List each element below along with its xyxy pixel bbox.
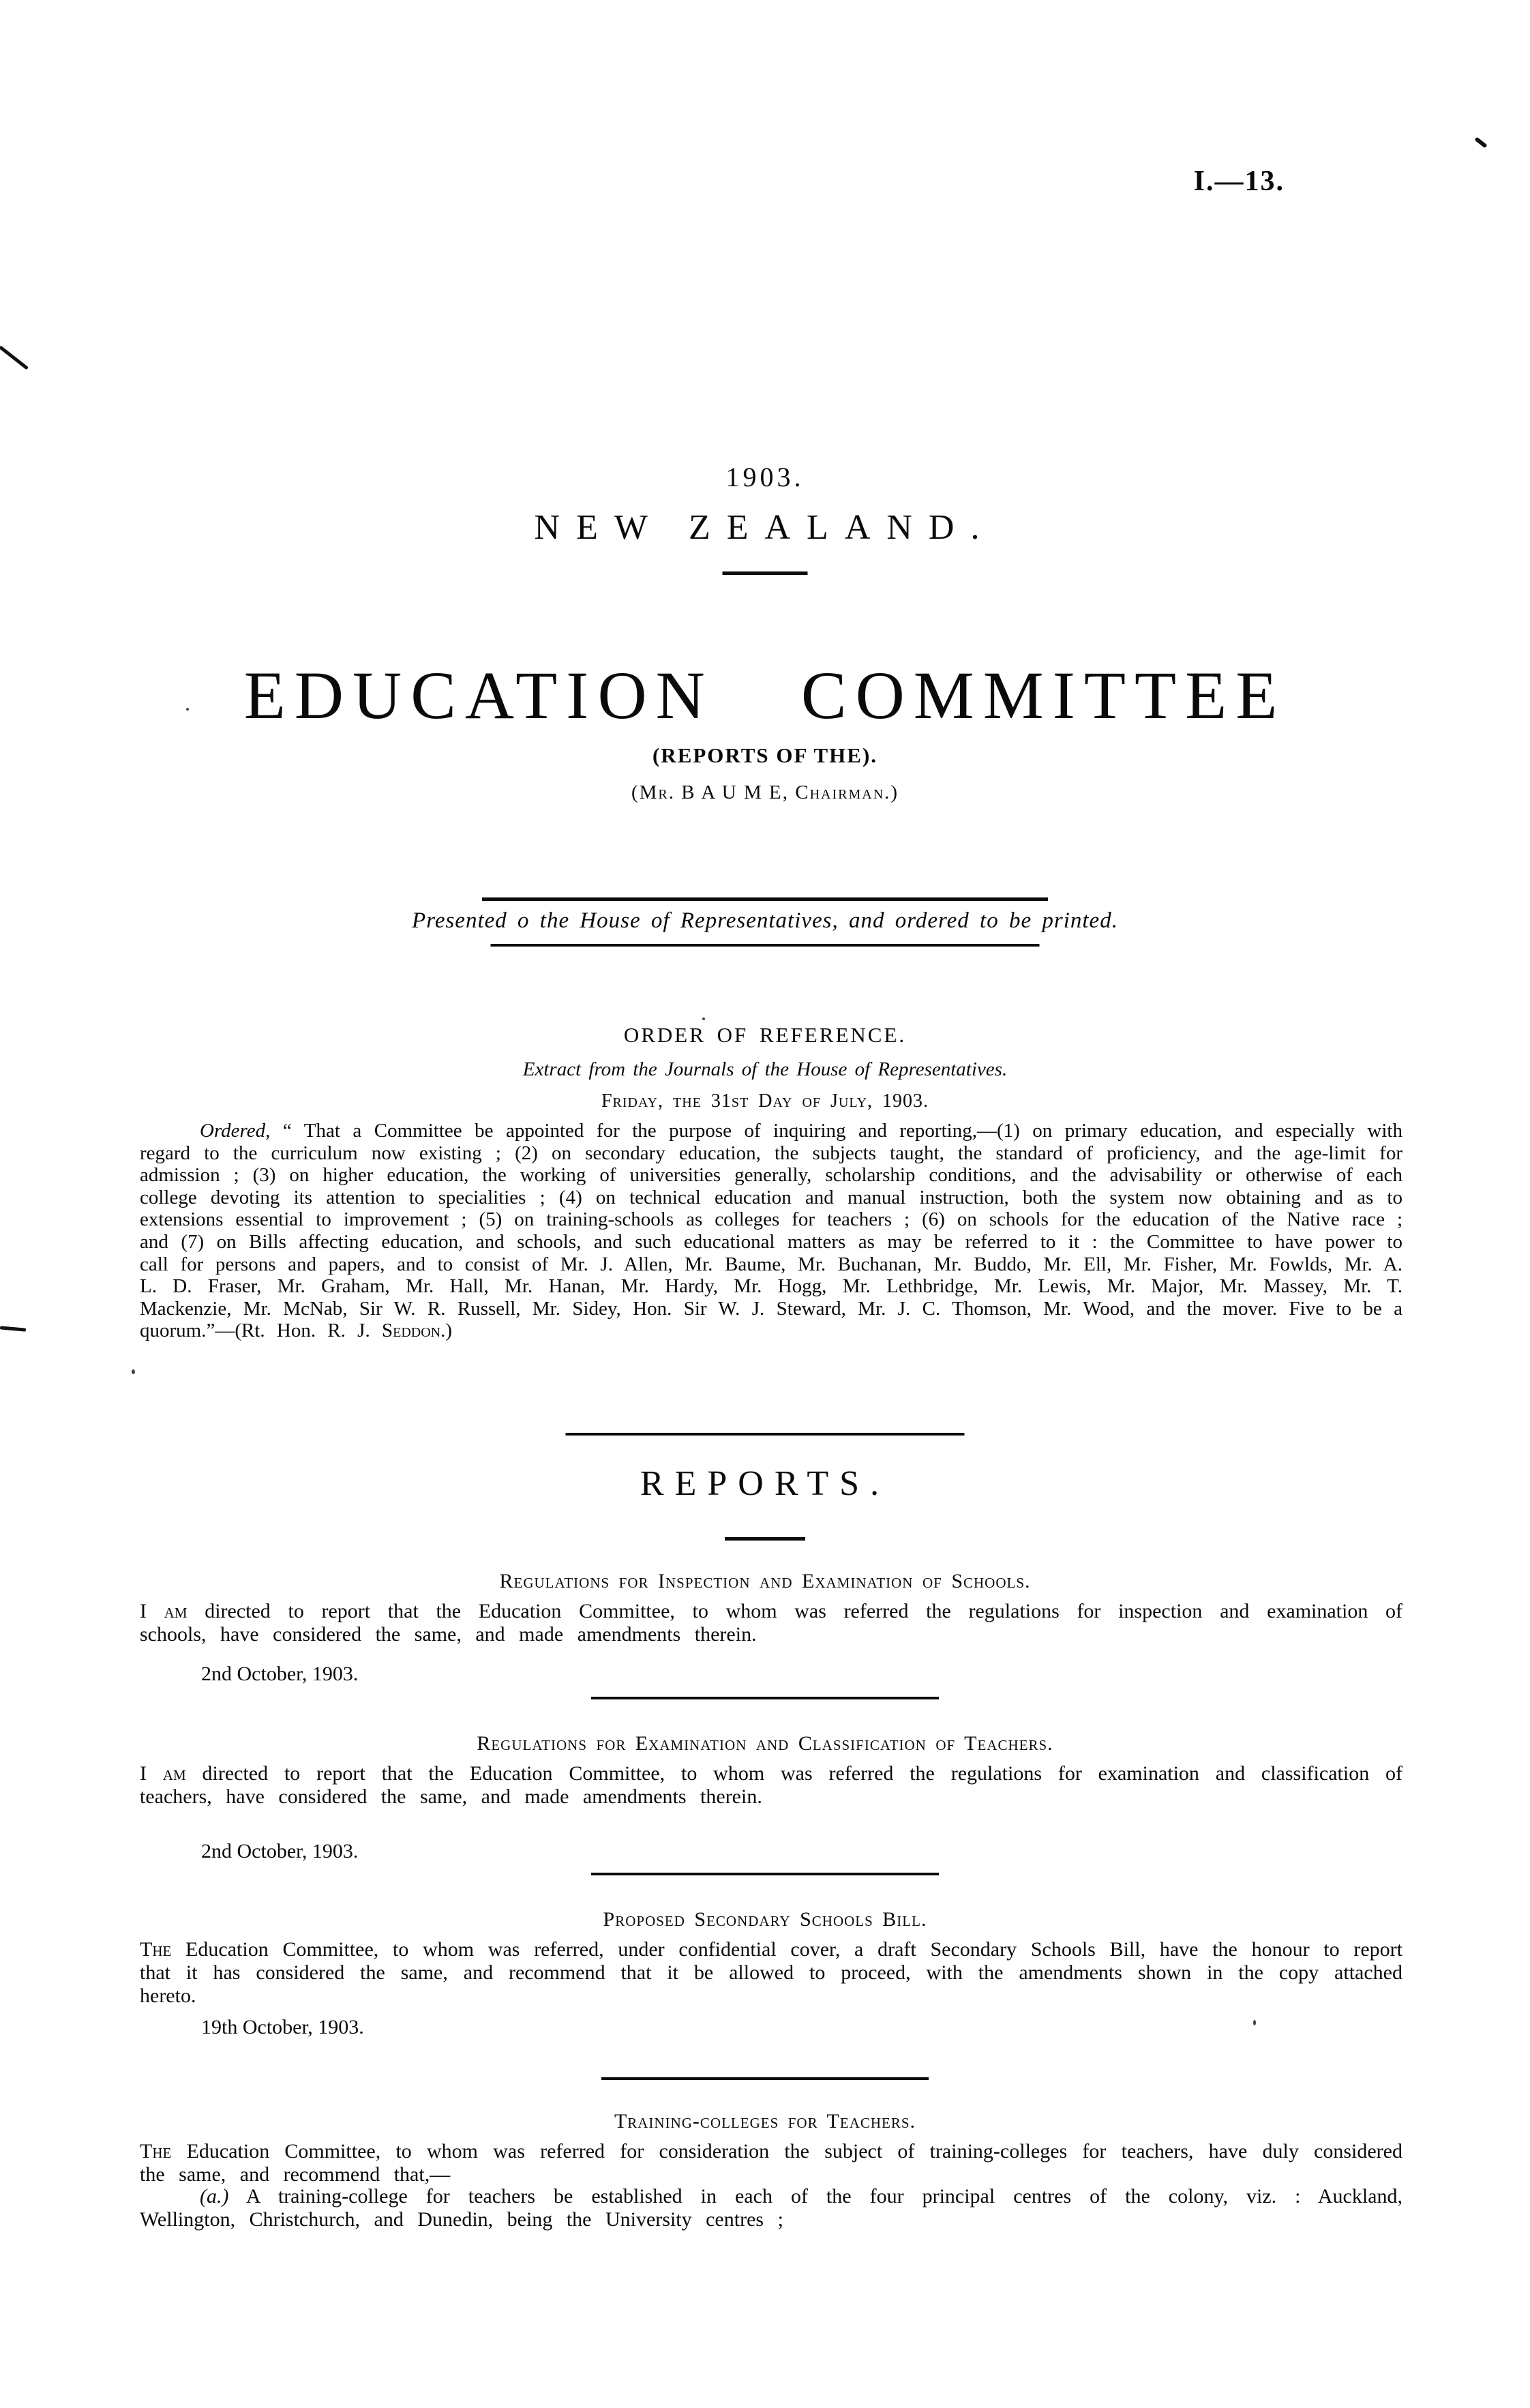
ordered-close: .) xyxy=(440,1320,453,1342)
section-heading-training-colleges: Training-colleges for Teachers. xyxy=(614,2110,916,2132)
section-date: 19th October, 1903. xyxy=(201,2016,364,2038)
chairman-line: (Mr. B A U M E, Chairman.) xyxy=(631,782,899,803)
item-a-text: A training-college for teachers be established in each of the four principal centres of the colony, viz. : Auckland, Wellington, Christchurch, and Dunedin, being the University centres ; xyxy=(140,2185,1402,2231)
extract-line: Extract from the Journals of the House of Representatives. xyxy=(522,1058,1008,1080)
divider-rule xyxy=(723,571,808,575)
item-a-label: (a.) xyxy=(200,2185,229,2208)
reports-heading: REPORTS. xyxy=(640,1464,890,1503)
section-body xyxy=(140,2140,1402,2186)
section-body xyxy=(140,1600,1402,1646)
section-text: directed to report that the Education Committee, to whom was referred the regulations for examination and classification of teachers, have considered the same, and made amendments therein. xyxy=(140,1762,1403,1808)
scan-artifact-corner-tick xyxy=(1474,136,1487,148)
divider-rule xyxy=(591,1873,939,1875)
divider-rule xyxy=(591,1697,939,1699)
divider-rule xyxy=(725,1537,805,1541)
divider-rule xyxy=(566,1433,965,1436)
subtitle-reports-of-the: (REPORTS OF THE). xyxy=(652,743,878,767)
section-text: directed to report that the Education Committee, to whom was referred the regulations for inspection and examination of schools, have considered the same, and made amendments therein. xyxy=(140,1600,1403,1646)
scan-speck xyxy=(702,1017,705,1020)
ordered-text: “ That a Committee be appointed for the purpose of inquiring and reporting,—(1) on primary education, and especially with regard to the curriculum now existing ; (2) on secondary education, the subjects taught, the standard of proficiency, and the age-limit for admission ; (3) on higher education, the working of universities generally, scholarship conditions, and the advisability or otherwise of each college devoting its attention to specialities ; (4) on technical education and manual instruction, both the system now obtaining and as to extensions essential to improvement ; (5) on training-schools as colleges for teachers ; (6) on schools for the education of the Native race ; and (7) on Bills affecting education, and schools, and such educational matters as may be referred to it : the Committee to have power to call for persons and papers, and to consist of Mr. J. Allen, Mr. Baume, Mr. Buchanan, Mr. Buddo, Mr. Ell, Mr. Fisher, Mr. Fowlds, Mr. A. L. D. Fraser, Mr. Graham, Mr. Hall, Mr. Hanan, Mr. Hardy, Mr. Hogg, Mr. Lethbridge, Mr. Lewis, Mr. Major, Mr. Massey, Mr. T. Mackenzie, Mr. McNab, Sir W. R. Russell, Mr. Sidey, Hon. Sir W. J. Steward, Mr. J. C. Thomson, Mr. Wood, and the mover. Five to be a quorum.”—(Rt. Hon. R. J. xyxy=(140,1120,1402,1342)
document-code: I.—13. xyxy=(1193,166,1285,197)
page-title: EDUCATION COMMITTEE xyxy=(243,657,1287,733)
presented-line: Presented o the House of Representatives, and ordered to be printed. xyxy=(412,908,1118,933)
section-body xyxy=(140,1762,1402,1809)
year-heading: 1903. xyxy=(725,462,805,492)
section-heading-inspection-examination: Regulations for Inspection and Examination of Schools. xyxy=(499,1570,1031,1592)
order-date-line: Friday, the 31st Day of July, 1903. xyxy=(601,1090,929,1112)
section-date: 2nd October, 1903. xyxy=(201,1663,359,1685)
section-lead: I am xyxy=(140,1762,186,1785)
section-body xyxy=(140,1938,1402,2008)
section-text: Education Committee, to whom was referred for consideration the subject of training-colleges for teachers, have duly considered the same, and recommend that,— xyxy=(140,2140,1402,2186)
ordered-lead: Ordered, xyxy=(200,1120,271,1142)
scan-artifact-diagonal xyxy=(0,346,29,370)
section-heading-secondary-schools-bill: Proposed Secondary Schools Bill. xyxy=(603,1908,927,1931)
divider-rule xyxy=(491,944,1040,947)
section-text: Education Committee, to whom was referred, under confidential cover, a draft Secondary Schools Bill, have the honour to report that it has considered the same, and recommend that it be allowed to proceed, with the amendments shown in the copy attached hereto. xyxy=(140,1938,1403,2007)
order-of-reference-paragraph xyxy=(140,1120,1402,1342)
section-heading-examination-classification: Regulations for Examination and Classification of Teachers. xyxy=(477,1732,1053,1755)
scan-speck xyxy=(132,1369,135,1374)
scan-speck xyxy=(1253,2020,1256,2025)
recommendation-item-a xyxy=(140,2185,1402,2231)
section-date: 2nd October, 1903. xyxy=(201,1840,359,1862)
country-heading: NEW ZEALAND. xyxy=(534,508,996,547)
divider-rule xyxy=(601,2077,929,2080)
section-lead: The xyxy=(140,1938,172,1961)
section-lead: I am xyxy=(140,1600,188,1622)
section-lead: The xyxy=(140,2140,172,2162)
order-of-reference-heading: ORDER OF REFERENCE. xyxy=(623,1023,907,1047)
divider-rule xyxy=(482,897,1048,901)
ordered-signer: Seddon xyxy=(381,1320,441,1342)
scan-artifact-margin-dash xyxy=(0,1326,26,1331)
